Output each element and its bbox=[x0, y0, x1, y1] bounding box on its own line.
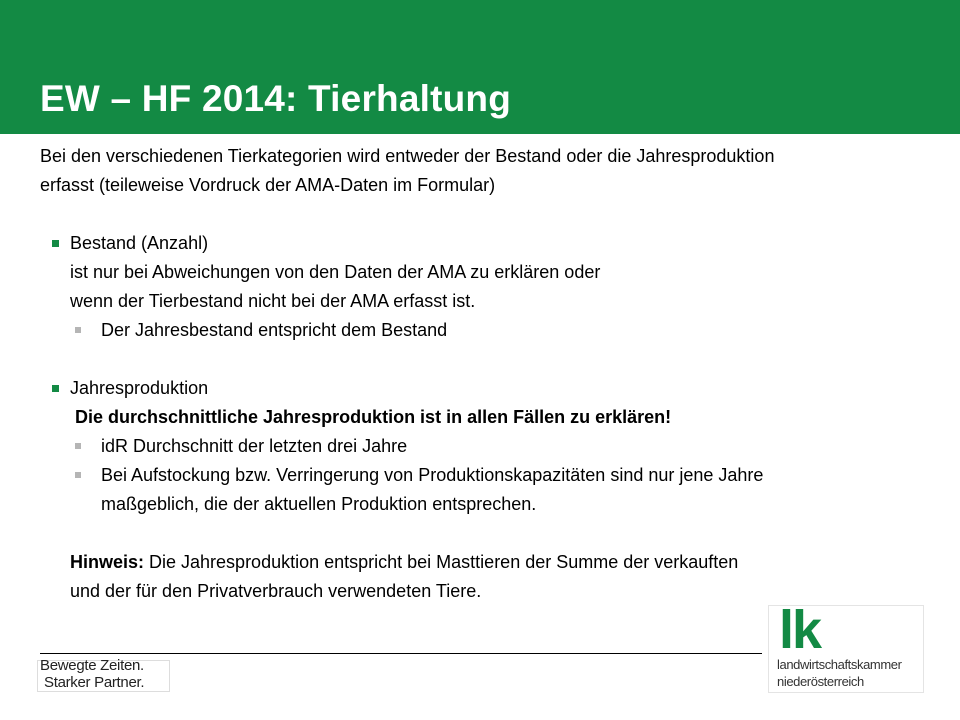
hinweis-line-2: und der für den Privatverbrauch verwendeten Tiere. bbox=[70, 581, 482, 601]
sub-bullet-aufstockung bbox=[40, 461, 940, 490]
footer-tagline bbox=[40, 657, 144, 691]
aufstockung-line-2: maßgeblich, die der aktuellen Produktion entsprechen. bbox=[101, 494, 537, 514]
hinweis-label: Hinweis: bbox=[70, 552, 145, 572]
intro-line-1: Bei den verschiedenen Tierkategorien wird entweder der Bestand oder die Jahresproduktion bbox=[40, 146, 775, 166]
bullet-bestand bbox=[40, 229, 940, 258]
tagline-line-1: Bewegte Zeiten. bbox=[40, 657, 144, 674]
bullet-bestand-label: Bestand (Anzahl) bbox=[70, 233, 209, 253]
square-bullet-icon bbox=[52, 240, 59, 247]
logo-line-1: landwirtschaftskammer bbox=[777, 657, 902, 672]
intro-line-2: erfasst (teileweise Vordruck der AMA-Daten im Formular) bbox=[40, 175, 496, 195]
square-sub-bullet-icon bbox=[75, 327, 81, 333]
sub-bullet-durchschnitt bbox=[40, 432, 940, 461]
bullet-jahresproduktion bbox=[40, 374, 940, 403]
sub-bullet-durchschnitt-label: idR Durchschnitt der letzten drei Jahre bbox=[101, 436, 408, 456]
slide-title: EW – HF 2014: Tierhaltung bbox=[40, 78, 512, 119]
slide-body bbox=[40, 142, 940, 606]
square-sub-bullet-icon bbox=[75, 472, 81, 478]
hinweis-line-1 bbox=[40, 548, 940, 577]
bestand-line-1: ist nur bei Abweichungen von den Daten der AMA zu erklären oder bbox=[70, 262, 601, 282]
square-sub-bullet-icon bbox=[75, 443, 81, 449]
footer-divider bbox=[40, 653, 762, 654]
logo-line-2: niederösterreich bbox=[777, 674, 864, 689]
bullet-jahresproduktion-label: Jahresproduktion bbox=[70, 378, 209, 398]
sub-bullet-aufstockung-label: Bei Aufstockung bzw. Verringerung von Produktionskapazitäten sind nur jene Jahre bbox=[101, 465, 764, 485]
sub-bullet-jahresbestand bbox=[40, 316, 940, 345]
lk-logo-icon: lk bbox=[779, 600, 821, 660]
jahresproduktion-emphasis: Die durchschnittliche Jahresproduktion ist in allen Fällen zu erklären! bbox=[75, 407, 672, 427]
square-bullet-icon bbox=[52, 385, 59, 392]
hinweis-text-1: Die Jahresproduktion entspricht bei Masttieren der Summe der verkauften bbox=[144, 552, 739, 572]
tagline-line-2: Starker Partner. bbox=[44, 674, 145, 691]
sub-bullet-jahresbestand-label: Der Jahresbestand entspricht dem Bestand bbox=[101, 320, 448, 340]
bestand-line-2: wenn der Tierbestand nicht bei der AMA erfasst ist. bbox=[70, 291, 476, 311]
lk-logo-text bbox=[777, 656, 902, 690]
